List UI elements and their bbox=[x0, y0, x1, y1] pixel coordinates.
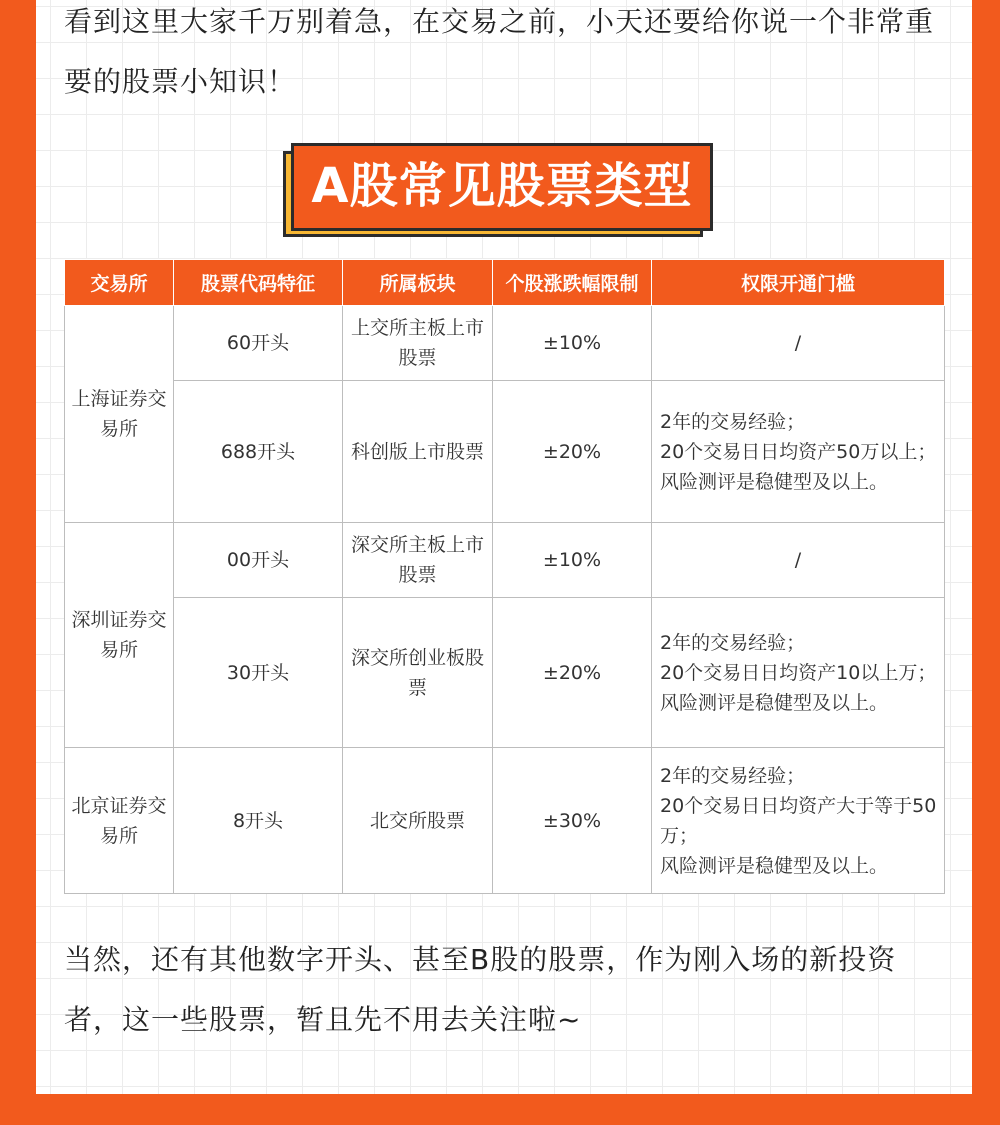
code-cell: 30开头 bbox=[174, 598, 343, 748]
table-row bbox=[65, 381, 945, 523]
limit-cell: ±10% bbox=[493, 306, 652, 381]
requirement-cell bbox=[652, 748, 945, 894]
requirement-cell: / bbox=[652, 523, 945, 598]
exchange-cell: 上海证券交易所 bbox=[65, 306, 174, 523]
table-row bbox=[65, 598, 945, 748]
requirement-line: 风险测评是稳健型及以上。 bbox=[660, 854, 889, 877]
board-cell: 上交所主板上市股票 bbox=[343, 306, 493, 381]
table-row bbox=[65, 306, 945, 381]
exchange-cell: 北京证券交易所 bbox=[65, 748, 174, 894]
banner bbox=[283, 143, 713, 239]
requirement-line: 风险测评是稳健型及以上。 bbox=[660, 470, 889, 493]
board-cell: 深交所创业板股票 bbox=[343, 598, 493, 748]
table-row bbox=[65, 523, 945, 598]
table-row bbox=[65, 748, 945, 894]
requirement-line: 20个交易日日均资产10以上万； bbox=[660, 661, 937, 684]
requirement-line: 2年的交易经验； bbox=[660, 631, 806, 654]
requirement-line: 20个交易日日均资产大于等于50万； bbox=[660, 794, 937, 847]
requirement-line: 2年的交易经验； bbox=[660, 764, 806, 787]
board-cell: 科创版上市股票 bbox=[343, 381, 493, 523]
requirement-line: 风险测评是稳健型及以上。 bbox=[660, 691, 889, 714]
header-code-feature: 股票代码特征 bbox=[174, 260, 343, 306]
board-cell: 北交所股票 bbox=[343, 748, 493, 894]
code-cell: 60开头 bbox=[174, 306, 343, 381]
code-cell: 688开头 bbox=[174, 381, 343, 523]
requirement-line: 2年的交易经验； bbox=[660, 410, 806, 433]
header-exchange: 交易所 bbox=[65, 260, 174, 306]
code-cell: 00开头 bbox=[174, 523, 343, 598]
outro-paragraph: 当然，还有其他数字开头、甚至B股的股票，作为刚入场的新投资者，这一些股票，暂且先不用去关注啦~ bbox=[64, 943, 897, 1036]
banner-title: A股常见股票类型 bbox=[291, 143, 713, 231]
requirement-cell: / bbox=[652, 306, 945, 381]
limit-cell: ±10% bbox=[493, 523, 652, 598]
table-header-row bbox=[65, 260, 945, 306]
header-access-threshold: 权限开通门槛 bbox=[652, 260, 945, 306]
stock-types-table bbox=[64, 259, 945, 894]
exchange-cell: 深圳证券交易所 bbox=[65, 523, 174, 748]
requirement-cell bbox=[652, 598, 945, 748]
requirement-line: 20个交易日日均资产50万以上； bbox=[660, 440, 937, 463]
code-cell: 8开头 bbox=[174, 748, 343, 894]
limit-cell: ±20% bbox=[493, 598, 652, 748]
header-price-limit: 个股涨跌幅限制 bbox=[493, 260, 652, 306]
requirement-cell bbox=[652, 381, 945, 523]
board-cell: 深交所主板上市股票 bbox=[343, 523, 493, 598]
limit-cell: ±30% bbox=[493, 748, 652, 894]
limit-cell: ±20% bbox=[493, 381, 652, 523]
header-board: 所属板块 bbox=[343, 260, 493, 306]
intro-paragraph: 看到这里大家千万别着急，在交易之前，小天还要给你说一个非常重要的股票小知识！ bbox=[64, 5, 935, 98]
